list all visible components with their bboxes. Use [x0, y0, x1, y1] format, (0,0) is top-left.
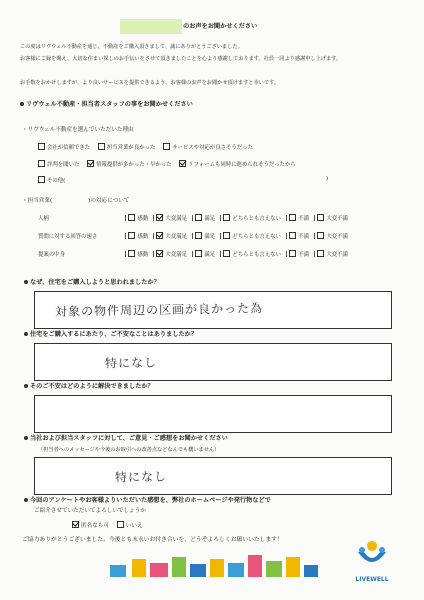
q2-r1-c2[interactable] [156, 214, 163, 221]
scale-label: 大変不満 [326, 216, 348, 222]
bullet-icon [24, 436, 28, 440]
scale-label: 不満 [298, 252, 310, 258]
q2-r2-c4[interactable] [223, 232, 230, 239]
footer-message: ご協力ありがとうございました。今後とも末永いお付き合いを、どうぞよろしくお願いいたします！ [22, 537, 283, 543]
q2-label-suffix: )の対応について [88, 198, 130, 204]
q4-answer: 特になし [104, 355, 158, 371]
q1-checkbox-3[interactable] [163, 143, 170, 150]
q2-row-label: 人柄 [38, 216, 49, 222]
q7-option-label: 匿名なら可 [81, 523, 109, 529]
q6-label-text: 当社および担当スタッフに対して、ご意見・ご感想をお聞かせください [30, 435, 228, 442]
scale-label: どちらとも言えない [232, 234, 281, 240]
houses-illustration [110, 553, 320, 577]
q5-label [24, 383, 154, 390]
q7-checkbox-no[interactable] [117, 521, 124, 528]
q2-label-prefix: ・担当営業( [22, 198, 53, 204]
scale-label: 満足 [204, 216, 216, 222]
q6-answer-box[interactable] [34, 457, 392, 495]
q2-row-1 [38, 214, 398, 223]
q2-r2-c5[interactable] [289, 232, 296, 239]
scale-label: 大変満足 [165, 216, 187, 222]
q1-close-paren: ) [326, 176, 329, 182]
q1-checkbox-6[interactable] [179, 160, 186, 167]
q2-row-label: 質問に対する回答の速さ [38, 234, 98, 240]
q2-r3-c6[interactable] [317, 250, 324, 257]
q1-option-label: 会社が信頼できた [47, 145, 91, 151]
q5-answer-box[interactable] [34, 395, 392, 433]
q2-r1-c5[interactable] [289, 214, 296, 221]
q7-line1 [24, 497, 271, 504]
q2-r1-c6[interactable] [317, 214, 324, 221]
q2-r3-c4[interactable] [223, 250, 230, 257]
q2-label [22, 198, 129, 205]
q2-r3-c3[interactable] [195, 250, 202, 257]
q1-label: ・リヴウェル不動産を選んでいただいた理由 [22, 127, 134, 133]
q1-option-label: その他( [47, 178, 66, 184]
q2-r3-c2[interactable] [156, 250, 163, 257]
q7-line1-text: 今回のアンケートやお客様よりいただいた感想を、弊社のホームページや発行物などで [30, 497, 271, 504]
q2-r2-c3[interactable] [195, 232, 202, 239]
q1-options-row3 [38, 176, 398, 185]
logo-text: LIVEWELL [355, 576, 389, 583]
bullet-icon [24, 498, 28, 502]
scale-label: 大変満足 [165, 234, 187, 240]
page-title: のお声をお聞かせください [183, 23, 258, 30]
q1-option-label: 評判を聞いた [47, 162, 80, 168]
q4-label-text: 住宅をご購入するにあたり、ご不安なことはありましたか？ [30, 331, 198, 338]
scale-label: 感動 [137, 252, 149, 258]
scale-label: 感動 [137, 234, 149, 240]
intro-line-1: この度はリヴウェル不動産を通じ、不動産をご購入頂きまして、誠にありがとうございました。 [20, 44, 243, 50]
q7-line2: ご紹介させていただいてよろしいでしょうか [34, 508, 146, 514]
scale-label: 不満 [298, 216, 310, 222]
q2-row-3 [38, 250, 398, 259]
q1-options-row2 [38, 160, 398, 169]
q2-row-label: 提案の中身 [38, 252, 65, 258]
q2-r3-c5[interactable] [289, 250, 296, 257]
q7-options [72, 521, 149, 530]
q1-option-label: 担当営業が良かった [106, 145, 156, 151]
q2-r3-c1[interactable] [128, 250, 135, 257]
q4-answer-box[interactable] [34, 343, 392, 381]
q7-option-label: いいえ [125, 523, 143, 529]
q2-r2-c2[interactable] [156, 232, 163, 239]
q2-r2-c1[interactable] [128, 232, 135, 239]
scale-label: 満足 [204, 234, 216, 240]
q1-checkbox-7[interactable] [38, 176, 45, 183]
q2-r1-c1[interactable] [128, 214, 135, 221]
q2-r2-c6[interactable] [317, 232, 324, 239]
scale-label: 大変不満 [326, 252, 348, 258]
livewell-logo-icon [352, 538, 392, 574]
q3-answer: 対象の物件周辺の区画が良かった為 [54, 301, 264, 319]
q6-label [24, 435, 228, 442]
q2-r1-c4[interactable] [223, 214, 230, 221]
q4-label [24, 331, 197, 338]
bullet-icon [24, 332, 28, 336]
q6-answer: 特になし [114, 469, 168, 485]
bullet-icon [24, 384, 28, 388]
scale-label: どちらとも言えない [232, 252, 281, 258]
q1-option-label: 情報提供が多かった・早かった [96, 162, 172, 168]
scale-label: 満足 [204, 252, 216, 258]
scale-label: 大変不満 [326, 234, 348, 240]
q3-label [24, 279, 160, 286]
q1-option-label: リフォームも同時に進められそうだったから [188, 162, 296, 168]
q1-checkbox-4[interactable] [38, 160, 45, 167]
intro-line-2: お客様にご縁を賜え、大切な住まい探しのお手伝いをさせて頂きましたことを心より感謝しております。社員一同より感謝申し上げます。 [20, 56, 342, 62]
scale-label: 大変満足 [165, 252, 187, 258]
name-highlight [120, 19, 182, 34]
q5-label-text: そのご不安はどのように解決できましたか？ [30, 383, 154, 390]
scale-label: 感動 [137, 216, 149, 222]
intro-line-3: お手数をおかけしますが、より良いサービスを提供できるよう、お客様のお声をお聞かせ頂けますと幸いです。 [20, 80, 279, 86]
bullet-icon [24, 280, 28, 284]
q2-r1-c3[interactable] [195, 214, 202, 221]
scale-label: どちらとも言えない [232, 216, 281, 222]
bullet-icon [20, 102, 24, 106]
q6-sub: （担当者へのメッセージや今後のお取引への改善点などなんでも構いません） [38, 447, 220, 453]
q1-checkbox-5[interactable] [87, 160, 94, 167]
section-heading-text: リヴウェル不動産・担当者スタッフの事をお聞かせください [26, 101, 193, 108]
q1-checkbox-2[interactable] [98, 143, 105, 150]
q3-answer-box[interactable] [34, 291, 392, 329]
q3-label-text: なぜ、住宅をご購入しようと思われましたか？ [30, 279, 160, 286]
scale-label: 不満 [298, 234, 310, 240]
section-heading [20, 101, 193, 108]
q1-checkbox-1[interactable] [38, 143, 45, 150]
q2-row-2 [38, 232, 398, 241]
livewell-logo [352, 538, 392, 588]
q7-checkbox-anon[interactable] [72, 521, 79, 528]
q1-option-label: サービスや対応が良さそうだった [172, 145, 253, 151]
q1-options-row1 [38, 143, 398, 152]
